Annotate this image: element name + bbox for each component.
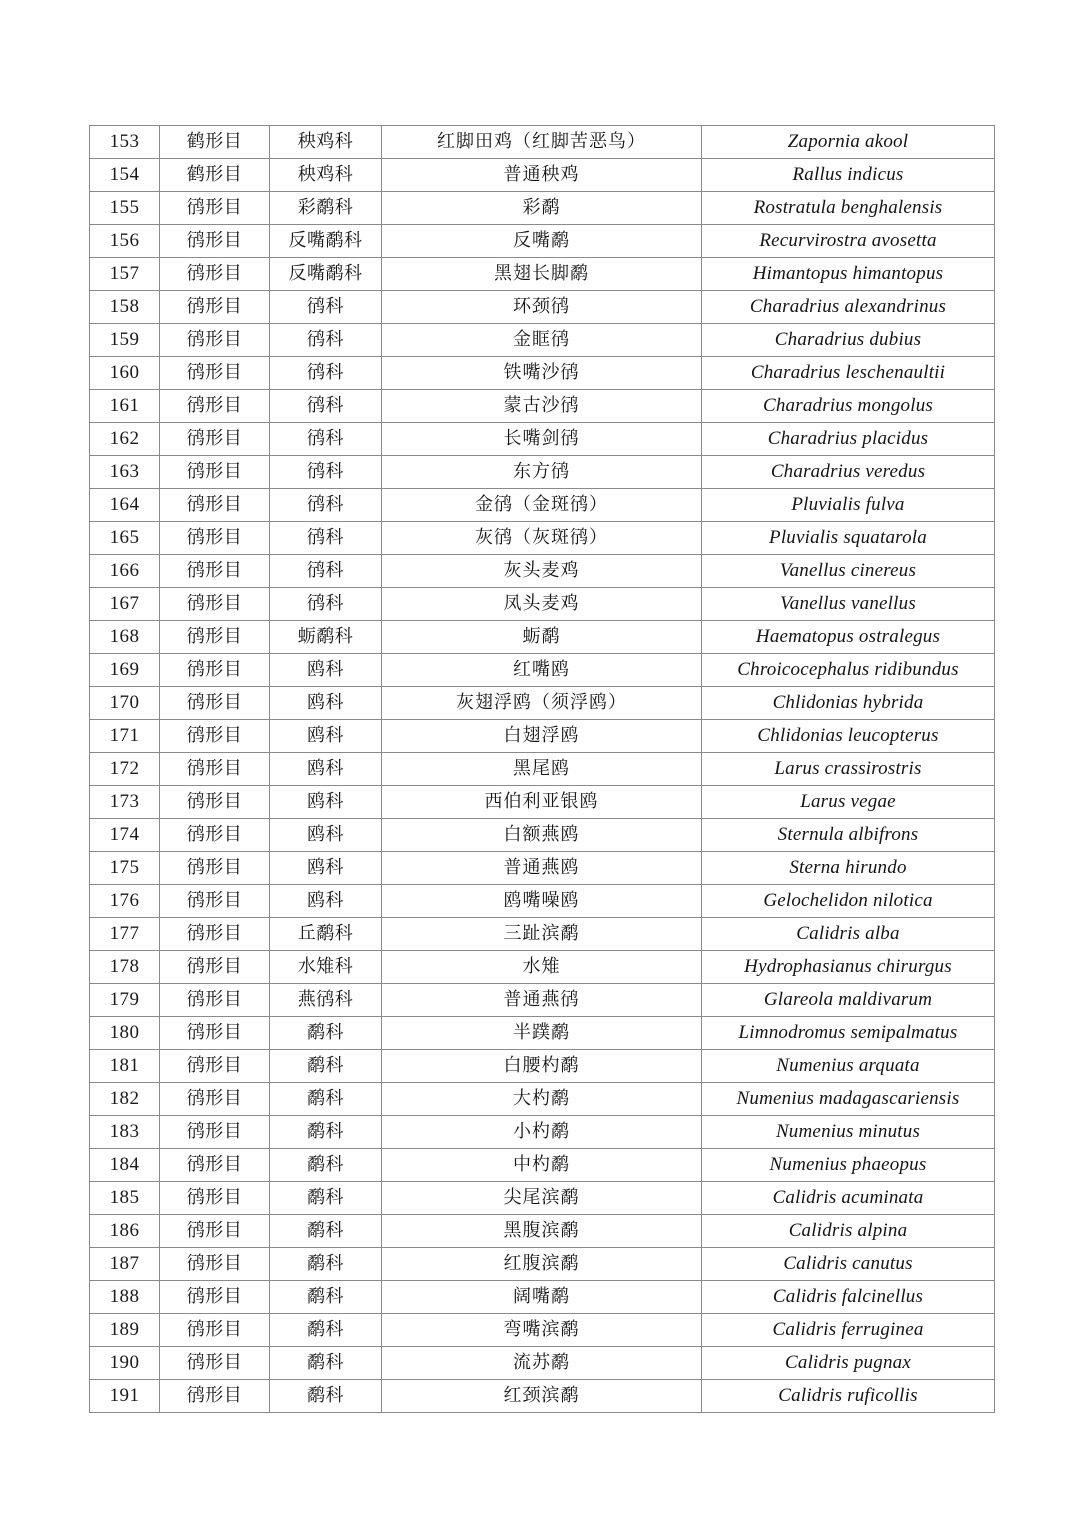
- cell-scientific-name: Larus vegae: [702, 786, 995, 819]
- cell-family: 鹬科: [270, 1116, 382, 1149]
- cell-index: 187: [90, 1248, 160, 1281]
- cell-scientific-name: Calidris canutus: [702, 1248, 995, 1281]
- cell-family: 鹬科: [270, 1248, 382, 1281]
- cell-index: 169: [90, 654, 160, 687]
- cell-order: 鸻形目: [160, 489, 270, 522]
- cell-family: 鹬科: [270, 1281, 382, 1314]
- cell-family: 鹬科: [270, 1215, 382, 1248]
- cell-family: 燕鸻科: [270, 984, 382, 1017]
- cell-order: 鸻形目: [160, 951, 270, 984]
- cell-family: 鹬科: [270, 1182, 382, 1215]
- cell-index: 170: [90, 687, 160, 720]
- cell-index: 189: [90, 1314, 160, 1347]
- cell-order: 鸻形目: [160, 786, 270, 819]
- table-row: [90, 885, 995, 918]
- table-row: [90, 1215, 995, 1248]
- cell-family: 鸥科: [270, 885, 382, 918]
- cell-scientific-name: Pluvialis fulva: [702, 489, 995, 522]
- cell-order: 鸻形目: [160, 423, 270, 456]
- cell-order: 鸻形目: [160, 522, 270, 555]
- cell-chinese-name: 灰翅浮鸥（须浮鸥）: [382, 687, 702, 720]
- cell-order: 鸻形目: [160, 588, 270, 621]
- cell-chinese-name: 黑尾鸥: [382, 753, 702, 786]
- cell-scientific-name: Charadrius veredus: [702, 456, 995, 489]
- cell-order: 鸻形目: [160, 1017, 270, 1050]
- cell-family: 鸥科: [270, 654, 382, 687]
- cell-chinese-name: 铁嘴沙鸻: [382, 357, 702, 390]
- cell-index: 184: [90, 1149, 160, 1182]
- cell-scientific-name: Calidris pugnax: [702, 1347, 995, 1380]
- cell-scientific-name: Numenius madagascariensis: [702, 1083, 995, 1116]
- cell-family: 鸥科: [270, 720, 382, 753]
- table-row: [90, 720, 995, 753]
- cell-chinese-name: 红脚田鸡（红脚苦恶鸟）: [382, 126, 702, 159]
- cell-scientific-name: Chlidonias leucopterus: [702, 720, 995, 753]
- cell-scientific-name: Himantopus himantopus: [702, 258, 995, 291]
- cell-index: 177: [90, 918, 160, 951]
- cell-chinese-name: 大杓鹬: [382, 1083, 702, 1116]
- cell-order: 鸻形目: [160, 192, 270, 225]
- cell-index: 154: [90, 159, 160, 192]
- cell-order: 鸻形目: [160, 258, 270, 291]
- table-row: [90, 786, 995, 819]
- cell-order: 鸻形目: [160, 390, 270, 423]
- cell-chinese-name: 凤头麦鸡: [382, 588, 702, 621]
- cell-family: 鸻科: [270, 588, 382, 621]
- cell-order: 鸻形目: [160, 1248, 270, 1281]
- cell-family: 鸥科: [270, 687, 382, 720]
- cell-scientific-name: Numenius phaeopus: [702, 1149, 995, 1182]
- cell-chinese-name: 环颈鸻: [382, 291, 702, 324]
- cell-order: 鸻形目: [160, 456, 270, 489]
- cell-index: 167: [90, 588, 160, 621]
- cell-index: 161: [90, 390, 160, 423]
- table-row: [90, 654, 995, 687]
- cell-order: 鸻形目: [160, 1050, 270, 1083]
- cell-chinese-name: 阔嘴鹬: [382, 1281, 702, 1314]
- cell-scientific-name: Rostratula benghalensis: [702, 192, 995, 225]
- cell-scientific-name: Calidris alba: [702, 918, 995, 951]
- cell-family: 鸻科: [270, 522, 382, 555]
- table-row: [90, 621, 995, 654]
- cell-family: 水雉科: [270, 951, 382, 984]
- species-table-container: [89, 125, 994, 1413]
- table-row: [90, 1182, 995, 1215]
- cell-chinese-name: 白翅浮鸥: [382, 720, 702, 753]
- cell-order: 鸻形目: [160, 1314, 270, 1347]
- cell-family: 鹬科: [270, 1380, 382, 1413]
- cell-chinese-name: 中杓鹬: [382, 1149, 702, 1182]
- cell-index: 162: [90, 423, 160, 456]
- table-row: [90, 1149, 995, 1182]
- cell-family: 丘鹬科: [270, 918, 382, 951]
- cell-scientific-name: Haematopus ostralegus: [702, 621, 995, 654]
- cell-index: 163: [90, 456, 160, 489]
- table-row: [90, 159, 995, 192]
- cell-chinese-name: 灰头麦鸡: [382, 555, 702, 588]
- cell-chinese-name: 红嘴鸥: [382, 654, 702, 687]
- cell-index: 156: [90, 225, 160, 258]
- cell-chinese-name: 黑腹滨鹬: [382, 1215, 702, 1248]
- cell-order: 鸻形目: [160, 687, 270, 720]
- cell-chinese-name: 鸥嘴噪鸥: [382, 885, 702, 918]
- cell-index: 172: [90, 753, 160, 786]
- cell-chinese-name: 灰鸻（灰斑鸻）: [382, 522, 702, 555]
- cell-chinese-name: 普通秧鸡: [382, 159, 702, 192]
- cell-chinese-name: 白额燕鸥: [382, 819, 702, 852]
- cell-chinese-name: 蒙古沙鸻: [382, 390, 702, 423]
- cell-family: 鸥科: [270, 786, 382, 819]
- table-row: [90, 522, 995, 555]
- cell-order: 鸻形目: [160, 357, 270, 390]
- cell-scientific-name: Chlidonias hybrida: [702, 687, 995, 720]
- cell-chinese-name: 尖尾滨鹬: [382, 1182, 702, 1215]
- cell-order: 鸻形目: [160, 621, 270, 654]
- cell-index: 159: [90, 324, 160, 357]
- cell-family: 鸻科: [270, 456, 382, 489]
- cell-scientific-name: Zapornia akool: [702, 126, 995, 159]
- cell-index: 179: [90, 984, 160, 1017]
- cell-chinese-name: 流苏鹬: [382, 1347, 702, 1380]
- cell-family: 鹬科: [270, 1017, 382, 1050]
- table-row: [90, 918, 995, 951]
- table-row: [90, 225, 995, 258]
- cell-scientific-name: Charadrius mongolus: [702, 390, 995, 423]
- cell-family: 鸻科: [270, 324, 382, 357]
- cell-index: 180: [90, 1017, 160, 1050]
- cell-index: 186: [90, 1215, 160, 1248]
- cell-chinese-name: 西伯利亚银鸥: [382, 786, 702, 819]
- cell-index: 155: [90, 192, 160, 225]
- cell-chinese-name: 普通燕鸥: [382, 852, 702, 885]
- cell-index: 178: [90, 951, 160, 984]
- cell-index: 168: [90, 621, 160, 654]
- cell-family: 鸻科: [270, 489, 382, 522]
- cell-scientific-name: Recurvirostra avosetta: [702, 225, 995, 258]
- cell-family: 鹬科: [270, 1050, 382, 1083]
- cell-family: 秧鸡科: [270, 126, 382, 159]
- cell-index: 181: [90, 1050, 160, 1083]
- cell-order: 鸻形目: [160, 984, 270, 1017]
- cell-order: 鸻形目: [160, 852, 270, 885]
- table-row: [90, 984, 995, 1017]
- table-row: [90, 456, 995, 489]
- cell-chinese-name: 白腰杓鹬: [382, 1050, 702, 1083]
- cell-index: 191: [90, 1380, 160, 1413]
- cell-scientific-name: Charadrius dubius: [702, 324, 995, 357]
- cell-family: 鹬科: [270, 1347, 382, 1380]
- cell-family: 鸻科: [270, 357, 382, 390]
- cell-family: 秧鸡科: [270, 159, 382, 192]
- cell-index: 183: [90, 1116, 160, 1149]
- table-row: [90, 390, 995, 423]
- table-row: [90, 687, 995, 720]
- cell-chinese-name: 黑翅长脚鹬: [382, 258, 702, 291]
- table-row: [90, 1050, 995, 1083]
- cell-scientific-name: Limnodromus semipalmatus: [702, 1017, 995, 1050]
- cell-family: 鹬科: [270, 1149, 382, 1182]
- cell-scientific-name: Calidris alpina: [702, 1215, 995, 1248]
- cell-order: 鸻形目: [160, 654, 270, 687]
- cell-family: 彩鹬科: [270, 192, 382, 225]
- cell-scientific-name: Chroicocephalus ridibundus: [702, 654, 995, 687]
- cell-chinese-name: 小杓鹬: [382, 1116, 702, 1149]
- cell-family: 鸥科: [270, 852, 382, 885]
- cell-scientific-name: Hydrophasianus chirurgus: [702, 951, 995, 984]
- table-row: [90, 1083, 995, 1116]
- cell-index: 188: [90, 1281, 160, 1314]
- table-row: [90, 1116, 995, 1149]
- cell-order: 鸻形目: [160, 1347, 270, 1380]
- cell-scientific-name: Charadrius placidus: [702, 423, 995, 456]
- table-row: [90, 192, 995, 225]
- cell-scientific-name: Calidris ferruginea: [702, 1314, 995, 1347]
- cell-index: 164: [90, 489, 160, 522]
- cell-chinese-name: 东方鸻: [382, 456, 702, 489]
- cell-index: 185: [90, 1182, 160, 1215]
- cell-scientific-name: Vanellus cinereus: [702, 555, 995, 588]
- cell-index: 173: [90, 786, 160, 819]
- cell-chinese-name: 普通燕鸻: [382, 984, 702, 1017]
- table-row: [90, 357, 995, 390]
- table-row: [90, 555, 995, 588]
- table-row: [90, 489, 995, 522]
- cell-family: 鹬科: [270, 1314, 382, 1347]
- table-row: [90, 1347, 995, 1380]
- cell-order: 鸻形目: [160, 1281, 270, 1314]
- cell-index: 166: [90, 555, 160, 588]
- cell-index: 165: [90, 522, 160, 555]
- cell-family: 鸻科: [270, 390, 382, 423]
- species-table-body: [90, 126, 995, 1413]
- cell-scientific-name: Numenius minutus: [702, 1116, 995, 1149]
- cell-order: 鸻形目: [160, 555, 270, 588]
- cell-scientific-name: Charadrius leschenaultii: [702, 357, 995, 390]
- table-row: [90, 291, 995, 324]
- cell-scientific-name: Rallus indicus: [702, 159, 995, 192]
- cell-order: 鹤形目: [160, 126, 270, 159]
- cell-scientific-name: Sterna hirundo: [702, 852, 995, 885]
- cell-order: 鸻形目: [160, 918, 270, 951]
- table-row: [90, 951, 995, 984]
- cell-chinese-name: 反嘴鹬: [382, 225, 702, 258]
- cell-scientific-name: Charadrius alexandrinus: [702, 291, 995, 324]
- cell-order: 鸻形目: [160, 720, 270, 753]
- cell-chinese-name: 红腹滨鹬: [382, 1248, 702, 1281]
- cell-chinese-name: 半蹼鹬: [382, 1017, 702, 1050]
- table-row: [90, 1281, 995, 1314]
- cell-family: 鸥科: [270, 753, 382, 786]
- cell-scientific-name: Pluvialis squatarola: [702, 522, 995, 555]
- cell-chinese-name: 红颈滨鹬: [382, 1380, 702, 1413]
- cell-chinese-name: 彩鹬: [382, 192, 702, 225]
- cell-scientific-name: Sternula albifrons: [702, 819, 995, 852]
- cell-chinese-name: 蛎鹬: [382, 621, 702, 654]
- cell-family: 反嘴鹬科: [270, 258, 382, 291]
- cell-chinese-name: 弯嘴滨鹬: [382, 1314, 702, 1347]
- table-row: [90, 324, 995, 357]
- cell-family: 鸻科: [270, 555, 382, 588]
- cell-index: 190: [90, 1347, 160, 1380]
- cell-chinese-name: 金鸻（金斑鸻）: [382, 489, 702, 522]
- cell-order: 鸻形目: [160, 1182, 270, 1215]
- cell-family: 鹬科: [270, 1083, 382, 1116]
- cell-scientific-name: Gelochelidon nilotica: [702, 885, 995, 918]
- cell-order: 鸻形目: [160, 885, 270, 918]
- table-row: [90, 423, 995, 456]
- cell-order: 鸻形目: [160, 225, 270, 258]
- cell-order: 鸻形目: [160, 291, 270, 324]
- cell-family: 蛎鹬科: [270, 621, 382, 654]
- cell-family: 反嘴鹬科: [270, 225, 382, 258]
- cell-order: 鸻形目: [160, 1380, 270, 1413]
- cell-scientific-name: Calidris acuminata: [702, 1182, 995, 1215]
- table-row: [90, 258, 995, 291]
- cell-index: 160: [90, 357, 160, 390]
- cell-order: 鸻形目: [160, 1215, 270, 1248]
- cell-index: 153: [90, 126, 160, 159]
- table-row: [90, 753, 995, 786]
- cell-family: 鸻科: [270, 423, 382, 456]
- table-row: [90, 852, 995, 885]
- cell-chinese-name: 三趾滨鹬: [382, 918, 702, 951]
- cell-scientific-name: Calidris ruficollis: [702, 1380, 995, 1413]
- cell-order: 鹤形目: [160, 159, 270, 192]
- species-table: [89, 125, 995, 1413]
- cell-scientific-name: Calidris falcinellus: [702, 1281, 995, 1314]
- cell-order: 鸻形目: [160, 324, 270, 357]
- cell-index: 176: [90, 885, 160, 918]
- table-row: [90, 1017, 995, 1050]
- cell-scientific-name: Vanellus vanellus: [702, 588, 995, 621]
- cell-index: 157: [90, 258, 160, 291]
- cell-index: 174: [90, 819, 160, 852]
- cell-index: 171: [90, 720, 160, 753]
- table-row: [90, 1248, 995, 1281]
- cell-chinese-name: 长嘴剑鸻: [382, 423, 702, 456]
- cell-chinese-name: 水雉: [382, 951, 702, 984]
- table-row: [90, 1314, 995, 1347]
- table-row: [90, 1380, 995, 1413]
- cell-family: 鸥科: [270, 819, 382, 852]
- cell-scientific-name: Glareola maldivarum: [702, 984, 995, 1017]
- cell-index: 182: [90, 1083, 160, 1116]
- cell-chinese-name: 金眶鸻: [382, 324, 702, 357]
- table-row: [90, 126, 995, 159]
- cell-scientific-name: Larus crassirostris: [702, 753, 995, 786]
- cell-order: 鸻形目: [160, 1149, 270, 1182]
- cell-order: 鸻形目: [160, 819, 270, 852]
- cell-order: 鸻形目: [160, 1083, 270, 1116]
- table-row: [90, 819, 995, 852]
- cell-index: 158: [90, 291, 160, 324]
- cell-order: 鸻形目: [160, 1116, 270, 1149]
- cell-index: 175: [90, 852, 160, 885]
- cell-scientific-name: Numenius arquata: [702, 1050, 995, 1083]
- cell-order: 鸻形目: [160, 753, 270, 786]
- cell-family: 鸻科: [270, 291, 382, 324]
- table-row: [90, 588, 995, 621]
